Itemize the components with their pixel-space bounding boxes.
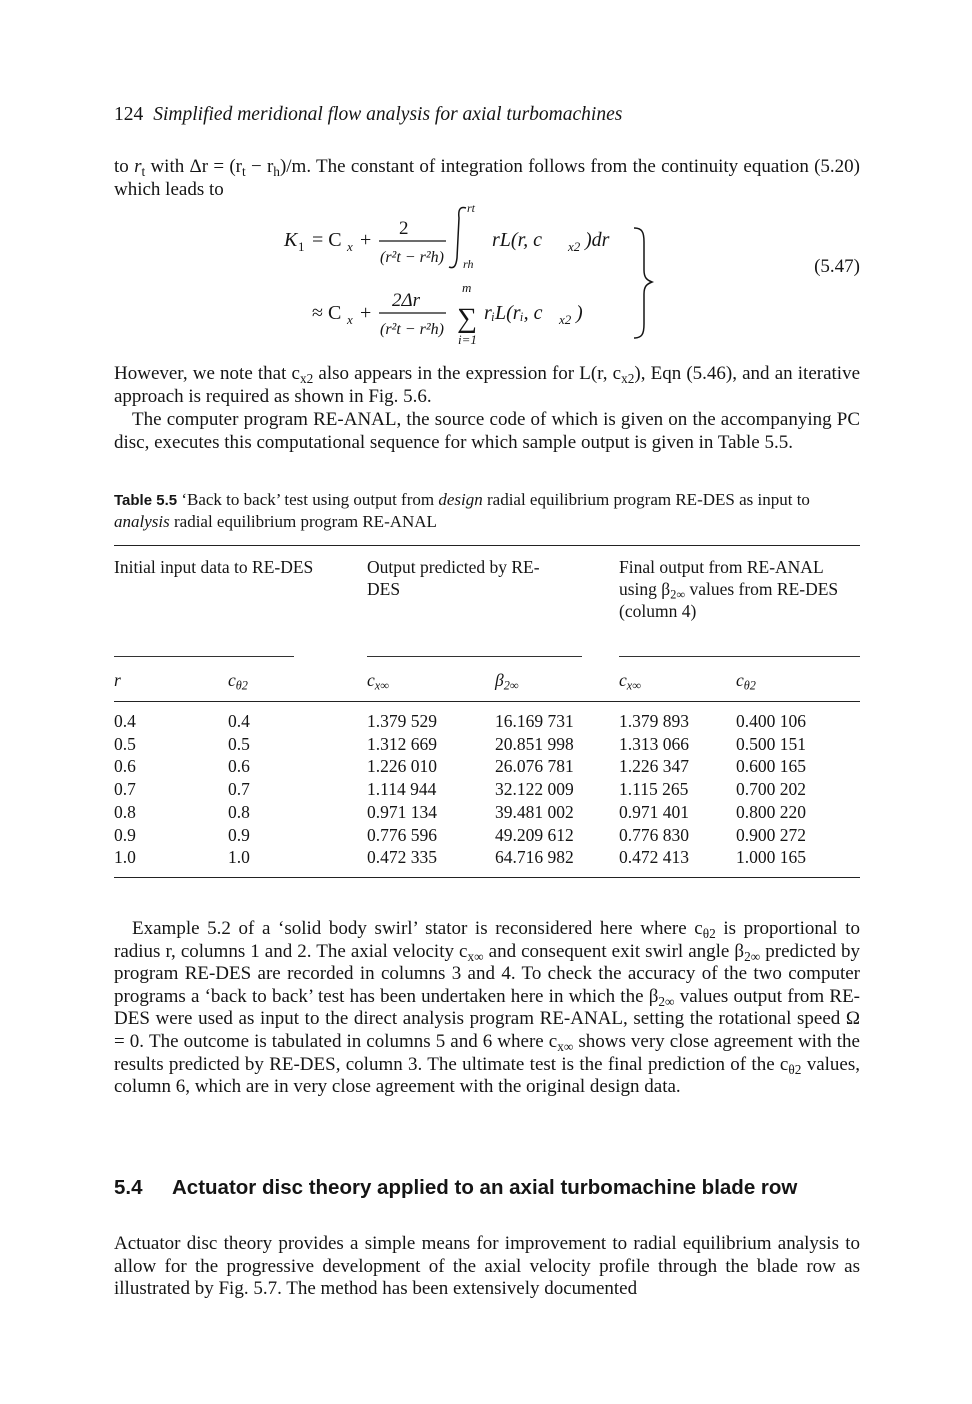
table-cell: 1.226 010 — [367, 756, 437, 777]
table-cell: 0.7 — [114, 779, 136, 800]
table-label: Table 5.5 — [114, 492, 178, 509]
integrand: rL(r, c — [492, 229, 543, 251]
equals-cx: = C — [312, 229, 342, 251]
table-cell: 26.076 781 — [495, 756, 574, 777]
paragraph-continuity: to $r_t$ with $\Delta r = (r_t - r_h)/m$. The constant of integration follows from the continuity equation (5.20) which leads to — [114, 156, 861, 200]
svg-text:+: + — [360, 302, 372, 324]
summand: rᵢL(rᵢ, c — [484, 302, 543, 324]
column-header: $c_{\theta 2}$ — [736, 670, 756, 693]
table-cell: 0.800 220 — [736, 801, 806, 822]
paragraph-program: The computer program RE-ANAL, the source code of which is given on the accompanying PC disc, executes this computational sequence for which sample output is given in Table 5.5. — [114, 409, 860, 453]
page-number: 124 — [114, 104, 144, 125]
svg-text:x2: x2 — [559, 312, 572, 327]
equation-graphic — [114, 196, 860, 346]
table-cell: 0.472 413 — [619, 847, 689, 868]
column-header: $c_{x\infty}$ — [619, 670, 641, 693]
table-cell: 0.5 — [114, 733, 136, 754]
table-cell: 0.472 335 — [367, 847, 437, 868]
table-cell: 1.379 529 — [367, 711, 437, 731]
table-cell: 32.122 009 — [495, 779, 574, 800]
table-cell: 0.600 165 — [736, 756, 806, 777]
table-cell: 0.6 — [114, 756, 136, 777]
table-cell: 1.313 066 — [619, 733, 689, 754]
group-rule-2 — [367, 656, 582, 657]
table-cell: 16.169 731 — [495, 711, 574, 731]
running-header — [114, 103, 622, 127]
table-cell: 0.8 — [114, 801, 136, 822]
sum-lower-limit: i=1 — [458, 332, 477, 346]
table-cell: 1.379 893 — [619, 711, 689, 731]
table-cell: 0.500 151 — [736, 733, 806, 754]
table-cell: 1.115 265 — [619, 779, 689, 800]
table-cell: 0.971 401 — [619, 801, 689, 822]
table-cell: 0.971 134 — [367, 801, 437, 822]
approx-cx: ≈ C — [312, 302, 342, 324]
table-header-rule — [114, 701, 860, 702]
svg-text:)dr: )dr — [585, 229, 610, 251]
table-cell: 0.776 596 — [367, 824, 437, 845]
svg-text:x: x — [347, 312, 353, 327]
fraction-denominator-1: (r²t − r²h) — [380, 249, 444, 266]
column-header: $\beta_{2\infty}$ — [495, 670, 519, 693]
fraction-numerator-2: 2Δr — [392, 290, 421, 311]
table-cell: 0.9 — [228, 824, 250, 845]
svg-text:): ) — [576, 302, 583, 324]
table-cell: 20.851 998 — [495, 733, 574, 754]
table-cell: 0.5 — [228, 733, 250, 754]
table-cell: 0.4 — [114, 711, 136, 731]
column-group-re-anal-output: Final output from RE-ANAL using $\beta_{2\infty}$ values from RE-DES (column 4) — [619, 557, 839, 621]
table-caption: Table 5.5 ‘Back to back’ test using output from design radial equilibrium program RE-DES as input to analysis radial equilibrium program RE-ANAL — [114, 490, 810, 531]
integral-lower-limit: rh — [463, 257, 474, 271]
svg-text:+: + — [360, 229, 372, 251]
table-cell: 39.481 002 — [495, 801, 574, 822]
table-cell: 0.4 — [228, 711, 250, 731]
equation-5-47 — [114, 196, 860, 346]
k1-symbol: K — [284, 229, 298, 251]
running-title: Simplified meridional flow analysis for axial turbomachines — [153, 104, 623, 125]
column-group-re-des-output: Output predicted by RE-DES — [367, 557, 540, 599]
table-cell: 1.114 944 — [367, 779, 437, 800]
table-cell: 1.0 — [228, 847, 250, 868]
sum-upper-limit: m — [462, 280, 472, 295]
integral-upper-limit: rt — [467, 201, 476, 215]
summation-sign: ∑ — [457, 303, 477, 334]
right-brace — [634, 228, 652, 338]
table-cell: 1.226 347 — [619, 756, 689, 777]
column-header: $c_{x\infty}$ — [367, 670, 389, 693]
table-cell: 64.716 982 — [495, 847, 574, 868]
table-cell: 1.0 — [114, 847, 136, 868]
paragraph-actuator-disc: Actuator disc theory provides a simple means for improvement to radial equilibrium analysis to allow for the progressive development of the axial velocity profile through the blade row as illustrated by Fig. 5.7. The method has been extensively documented — [114, 1233, 860, 1300]
equation-number: (5.47) — [814, 256, 860, 277]
table-cell: 0.8 — [228, 801, 250, 822]
table-cell: 0.6 — [228, 756, 250, 777]
table-cell: 0.776 830 — [619, 824, 689, 845]
column-header: $c_{\theta 2}$ — [228, 670, 248, 693]
group-rule-3 — [619, 656, 860, 657]
table-top-rule — [114, 545, 860, 546]
table-cell: 1.000 165 — [736, 847, 806, 868]
column-header: r — [114, 670, 121, 690]
section-title: Actuator disc theory applied to an axial turbomachine blade row — [172, 1176, 798, 1199]
table-bottom-rule — [114, 877, 860, 878]
paragraph-example: Example 5.2 of a ‘solid body swirl’ stator is reconsidered here where $c_{\theta 2}$ is proportional to radius r, columns 1 and 2. The axial velocity $c_{x\infty}$ and consequent exit swirl angle $\beta_{2\infty}$ predicted by program RE-DES are recorded in columns 3 and 4. To check the accuracy of the two computer programs a ‘back to back’ test has been undertaken here in which the $\beta_{2\infty}$ values output from RE-DES were used as input to the direct analysis program RE-ANAL, setting the rotational speed Ω = 0. The outcome is tabulated in columns 5 and 6 where $c_{x\infty}$ shows very close agreement with the results predicted by RE-DES, column 3. The ultimate test is the final prediction of the $c_{\theta 2}$ values, column 6, which are in very close agreement with the original design data. — [114, 918, 861, 1098]
svg-text:x2: x2 — [568, 239, 581, 254]
svg-text:x: x — [347, 239, 353, 254]
svg-text:1: 1 — [298, 239, 305, 254]
column-group-initial-input: Initial input data to RE-DES — [114, 557, 314, 577]
fraction-denominator-2: (r²t − r²h) — [380, 321, 444, 338]
table-cell: 0.900 272 — [736, 824, 806, 845]
table-cell: 0.400 106 — [736, 711, 806, 731]
table-cell: 0.7 — [228, 779, 250, 800]
group-rule-1 — [114, 656, 294, 657]
fraction-numerator-1: 2 — [399, 218, 409, 239]
paragraph-iteration: However, we note that $c_{x2}$ also appears in the expression for L(r, $c_{x2}$), Eqn (5.46), and an iterative approach is required as shown in Fig. 5.6. — [114, 363, 861, 407]
table-cell: 0.9 — [114, 824, 136, 845]
section-number: 5.4 — [114, 1176, 143, 1199]
table-cell: 1.312 669 — [367, 733, 437, 754]
table-cell: 0.700 202 — [736, 779, 806, 800]
table-cell: 49.209 612 — [495, 824, 574, 845]
